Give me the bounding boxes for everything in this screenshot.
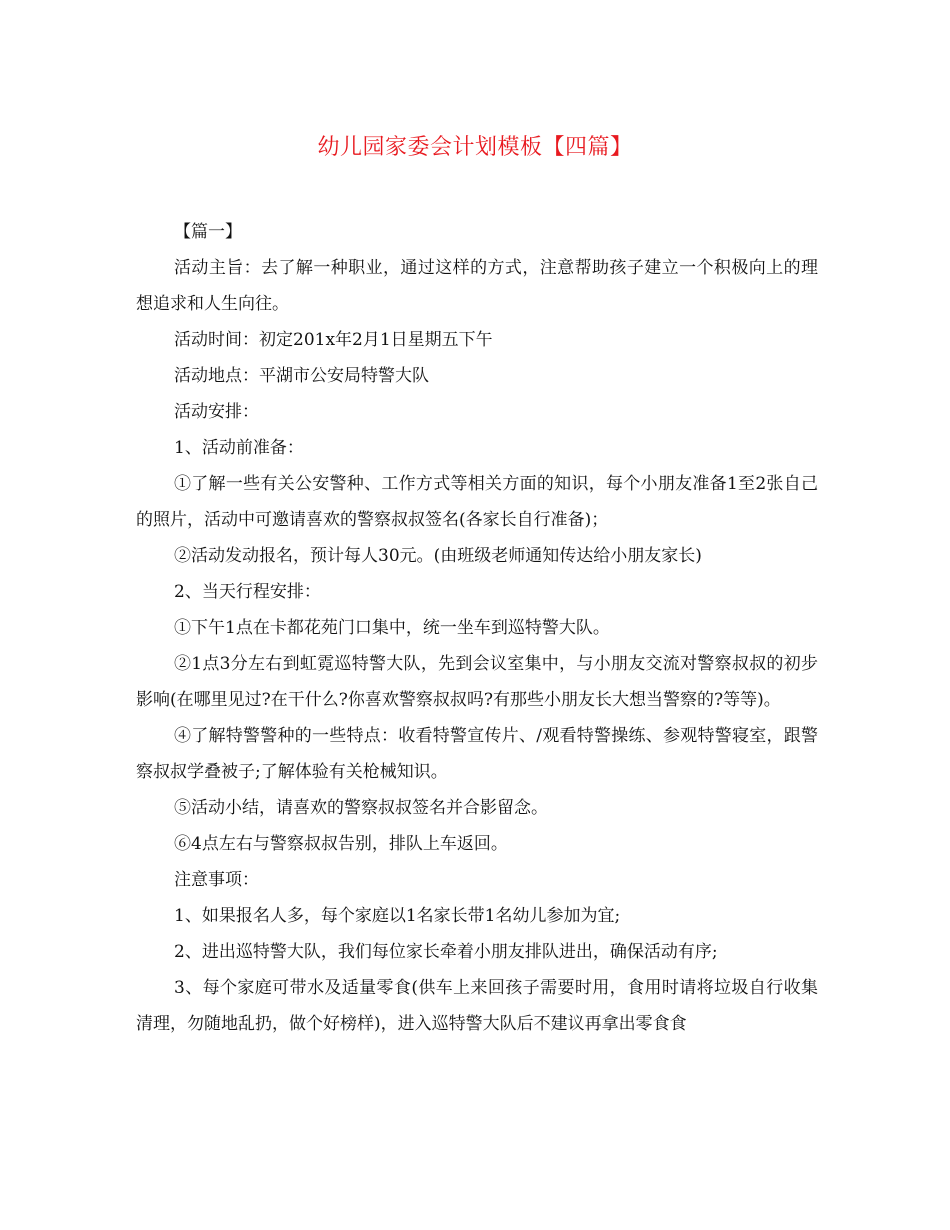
paragraph-schedule-1: ①下午1点在卡都花苑门口集中，统一坐车到巡特警大队。 <box>174 618 610 638</box>
paragraph-arrangement-heading: 活动安排： <box>174 402 259 422</box>
paragraph-note-1: 1、如果报名人多，每个家庭以1名家长带1名幼儿参加为宜; <box>174 906 621 926</box>
document-body <box>136 214 818 1042</box>
paragraph-schedule-6: ⑥4点左右与警察叔叔告别，排队上车返回。 <box>174 834 508 854</box>
paragraph-schedule-2: ②1点3分左右到虹霓巡特警大队，先到会议室集中，与小朋友交流对警察叔叔的初步影响(在哪里见过?在干什么?你喜欢警察叔叔吗?有那些小朋友长大想当警察的?等等)。 <box>136 654 818 710</box>
paragraph-preparation-heading: 1、活动前准备： <box>174 438 304 458</box>
paragraph-schedule-5: ⑤活动小结，请喜欢的警察叔叔签名并合影留念。 <box>174 798 548 818</box>
paragraph-schedule-4: ④了解特警警种的一些特点：收看特警宣传片、/观看特警操练、参观特警寝室，跟警察叔叔学叠被子;了解体验有关枪械知识。 <box>136 726 818 782</box>
paragraph-preparation-2: ②活动发动报名，预计每人30元。(由班级老师通知传达给小朋友家长) <box>174 546 702 566</box>
paragraph-schedule-heading: 2、当天行程安排： <box>174 582 321 602</box>
document-title: 幼儿园家委会计划模板【四篇】 <box>317 135 633 160</box>
paragraph-preparation-1: ①了解一些有关公安警种、工作方式等相关方面的知识，每个小朋友准备1至2张自己的照片，活动中可邀请喜欢的警察叔叔签名(各家长自行准备)； <box>136 474 818 530</box>
paragraph-note-2: 2、进出巡特警大队，我们每位家长牵着小朋友排队进出，确保活动有序; <box>174 942 718 962</box>
paragraph-notes-heading: 注意事项： <box>174 870 259 890</box>
paragraph-purpose: 活动主旨：去了解一种职业，通过这样的方式，注意帮助孩子建立一个积极向上的理想追求和人生向往。 <box>136 258 818 314</box>
paragraph-time: 活动时间：初定201x年2月1日星期五下午 <box>174 330 493 350</box>
paragraph-note-3: 3、每个家庭可带水及适量零食(供车上来回孩子需要时用，食用时请将垃圾自行收集清理，勿随地乱扔，做个好榜样)，进入巡特警大队后不建议再拿出零食食 <box>136 978 818 1034</box>
paragraph-location: 活动地点：平湖市公安局特警大队 <box>174 366 429 386</box>
paragraph-section-heading: 【篇一】 <box>174 222 242 242</box>
